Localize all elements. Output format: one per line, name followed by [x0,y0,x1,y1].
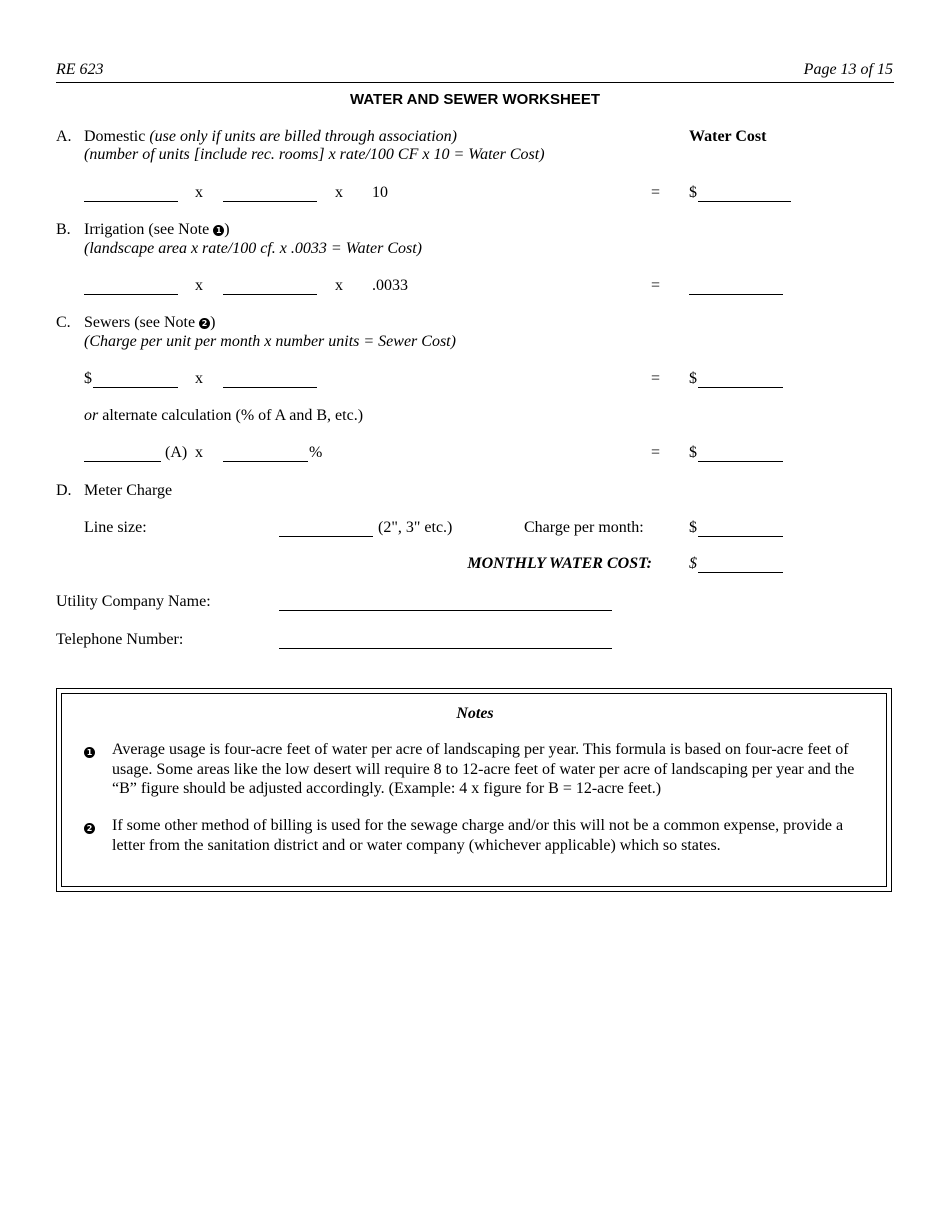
monthly-water-cost-field[interactable] [698,572,783,573]
monthly-dollar: $ [689,555,697,572]
section-c-close: ) [210,314,216,331]
note-1-bullet [84,744,95,760]
section-b-name: Irrigation (see Note [84,221,210,238]
section-d-letter: D. [56,482,72,499]
section-b-close: ) [224,221,230,238]
line-size-field[interactable] [279,536,373,537]
section-c-dollar-left: $ [84,370,92,387]
line-size-label: Line size: [84,519,147,536]
section-a-op2: x [335,184,343,201]
section-a-op1: x [195,184,203,201]
section-b-equals: = [651,277,661,294]
section-c-units-field[interactable] [223,387,317,388]
charge-dollar: $ [689,519,697,536]
section-b-cost-field[interactable] [689,294,783,295]
page-title: WATER AND SEWER WORKSHEET [350,91,600,108]
section-c-dollar: $ [689,370,697,387]
section-c-op1: x [195,370,203,387]
section-a-dollar: $ [689,184,697,201]
note-2-text: If some other method of billing is used for the sewage charge and/or this will not be a common expense, provide a letter from the sanitation district and or water company (whichever applicable) which so states. [112,817,844,854]
section-c-alt-a-field[interactable] [84,461,161,462]
section-b-area-field[interactable] [84,294,178,295]
section-d-name: Meter Charge [84,482,173,499]
section-c-name: Sewers (see Note [84,314,196,331]
line-size-hint: (2", 3" etc.) [378,519,453,536]
section-c-alt-or: or [84,407,99,424]
section-b-op1: x [195,277,203,294]
section-a-heading [84,129,457,145]
section-c-heading [84,315,215,331]
note-2-marker-icon: 2 [199,318,210,329]
section-b-constant: .0033 [372,277,408,294]
section-c-alt-pct-field[interactable] [223,461,308,462]
section-c-alt-x: x [195,444,203,461]
page-number: Page 13 of 15 [803,61,893,78]
section-b-formula: (landscape area x rate/100 cf. x .0033 = Water Cost) [84,240,423,257]
section-a-letter: A. [56,128,72,145]
telephone-label: Telephone Number: [56,631,184,648]
telephone-field[interactable] [279,648,612,649]
section-c-alt-a: (A) [165,444,188,461]
section-c-equals: = [651,370,661,387]
section-c-charge-field[interactable] [93,387,178,388]
section-b-rate-field[interactable] [223,294,317,295]
section-c-alt-line [84,408,363,424]
section-a-rate-field[interactable] [223,201,317,202]
section-c-alt-equals: = [651,444,661,461]
form-id: RE 623 [56,61,104,78]
note-2-bullet-icon: 2 [84,823,95,834]
monthly-water-cost-label: MONTHLY WATER COST: [467,555,652,572]
section-c-cost-field[interactable] [698,387,783,388]
section-a-formula: (number of units [include rec. rooms] x rate/100 CF x 10 = Water Cost) [84,146,545,163]
section-a-units-field[interactable] [84,201,178,202]
section-a-note: (use only if units are billed through association) [149,128,458,145]
section-b-op2: x [335,277,343,294]
utility-company-field[interactable] [279,610,612,611]
header-rule [56,82,894,83]
section-a-name: Domestic [84,128,146,145]
section-c-alt-text: alternate calculation (% of A and B, etc.) [102,407,364,424]
section-b-letter: B. [56,221,71,238]
note-1-text: Average usage is four-acre feet of water per acre of landscaping per year. This formula is based on four-acre feet of usage. Some areas like the low desert will require 8 to 12-acre feet of water per acre of landscaping per year and the “B” figure should be adjusted accordingly. (Example: 4 x figure for B = 12-acre feet.) [112,741,855,797]
section-b-heading [84,222,230,238]
section-c-letter: C. [56,314,71,331]
water-cost-header: Water Cost [689,128,767,145]
charge-per-month-label: Charge per month: [524,519,644,536]
section-c-alt-dollar: $ [689,444,697,461]
section-a-cost-field[interactable] [698,201,791,202]
note-1-marker-icon: 1 [213,225,224,236]
section-c-alt-pct: % [309,444,323,461]
section-c-alt-cost-field[interactable] [698,461,783,462]
utility-company-label: Utility Company Name: [56,593,211,610]
note-2-bullet [84,820,95,836]
note-1-bullet-icon: 1 [84,747,95,758]
section-c-formula: (Charge per unit per month x number units = Sewer Cost) [84,333,456,350]
notes-title: Notes [456,705,494,722]
section-a-constant: 10 [372,184,388,201]
section-a-equals: = [651,184,661,201]
charge-per-month-field[interactable] [698,536,783,537]
